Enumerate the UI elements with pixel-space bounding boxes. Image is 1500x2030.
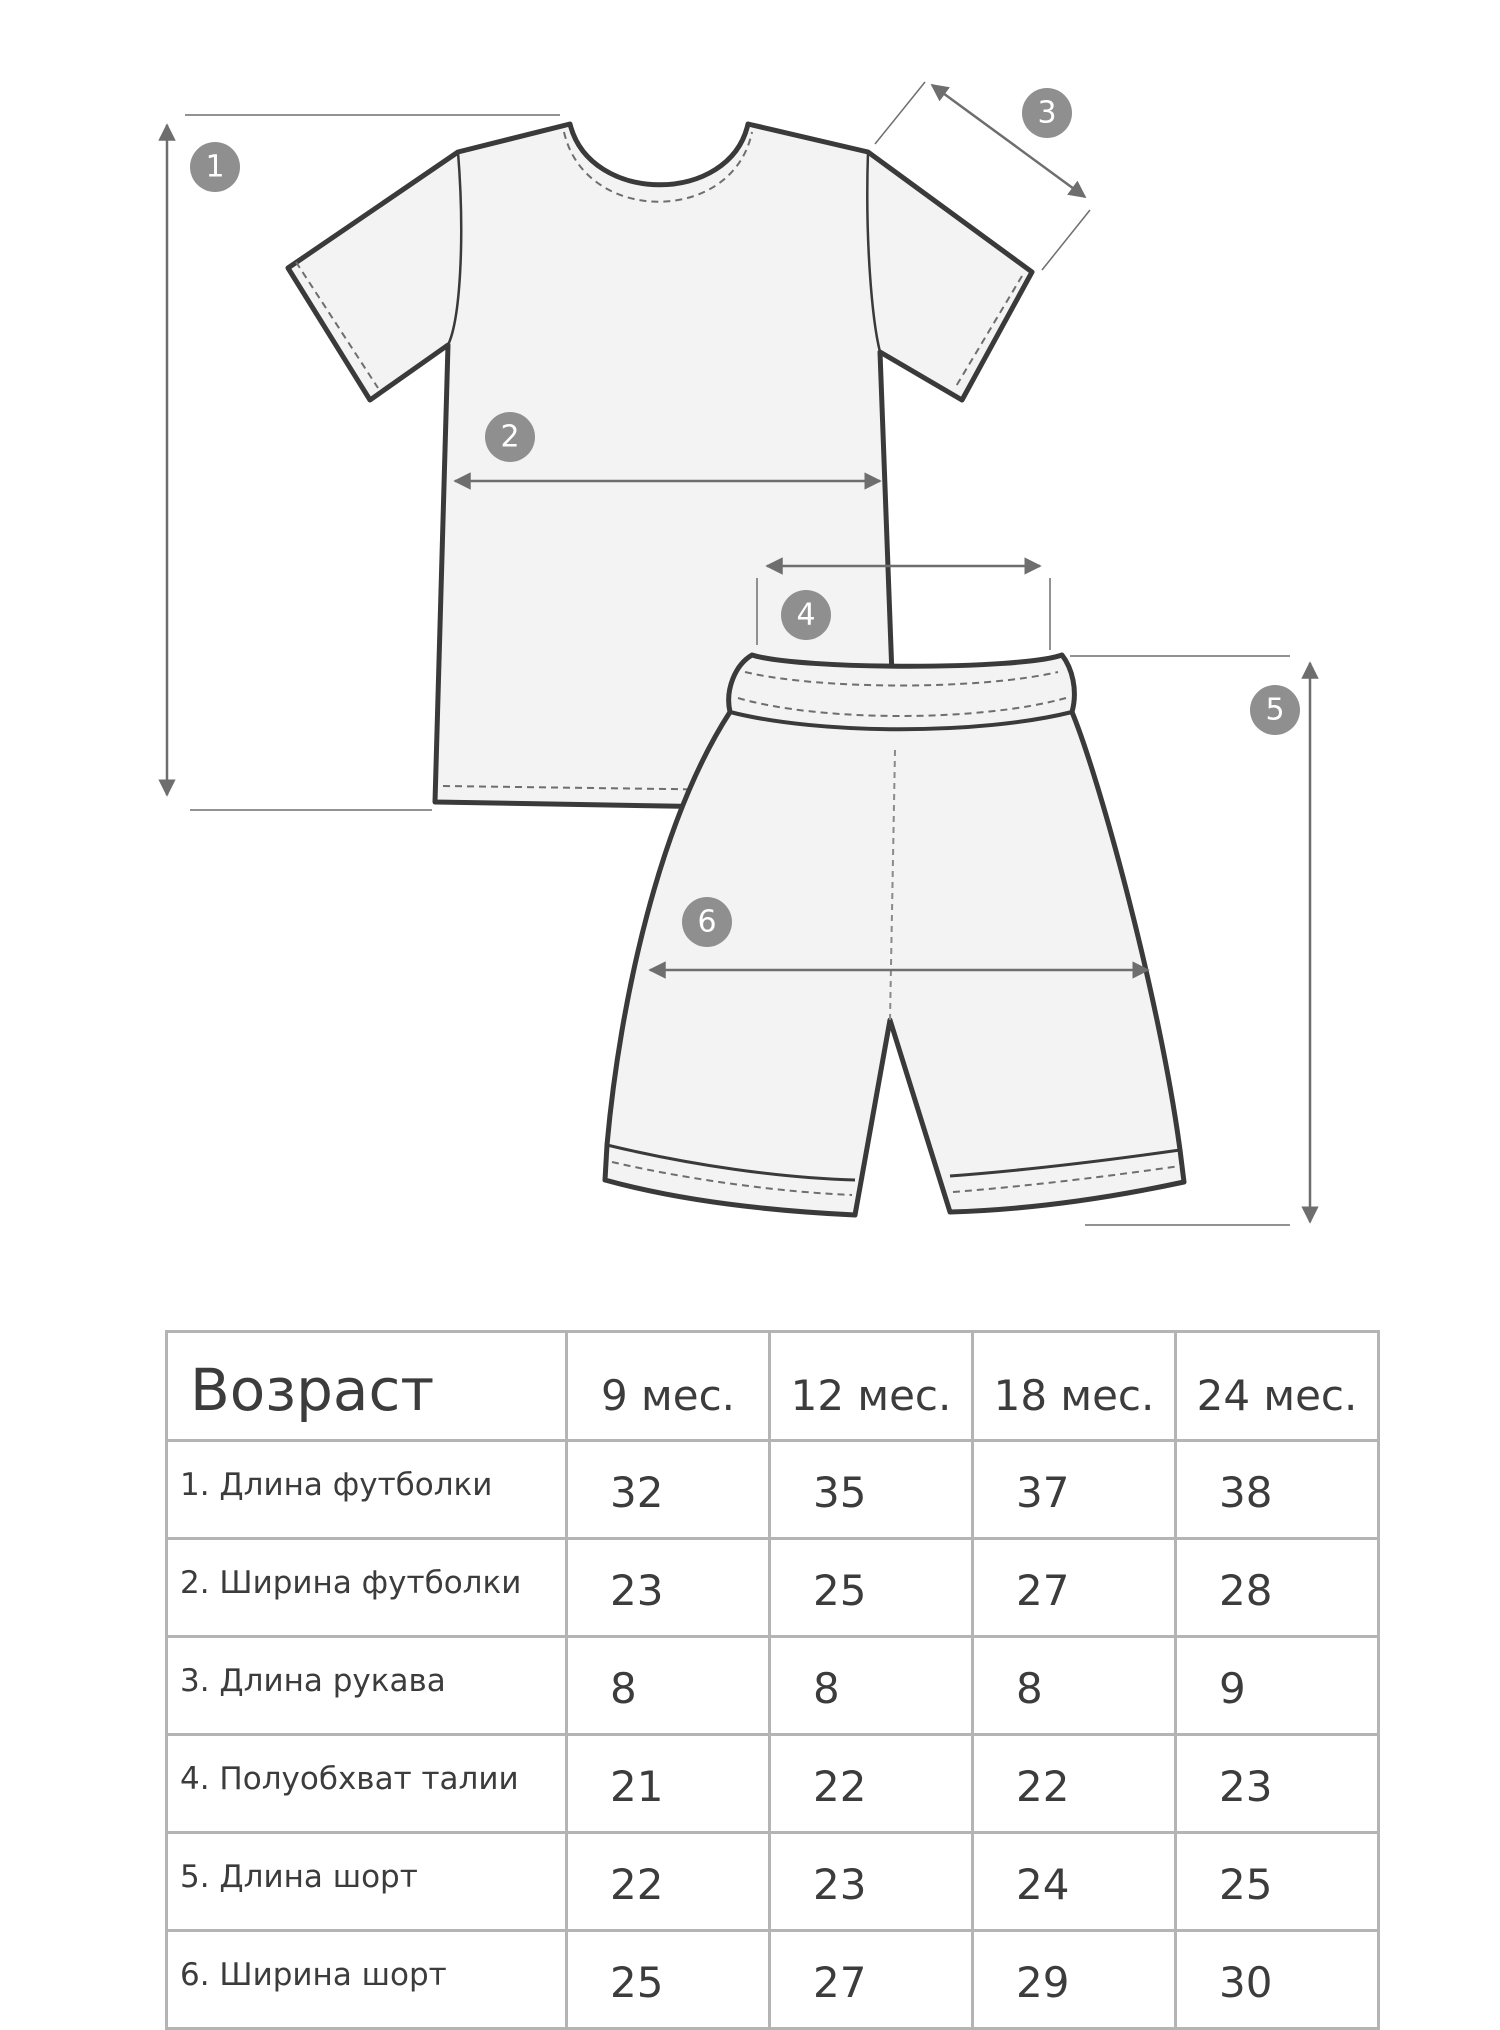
table-cell: 29 [973, 1931, 1176, 2029]
table-cell: 8 [567, 1637, 770, 1735]
table-cell: 9 [1176, 1637, 1379, 1735]
table-cell: 23 [567, 1539, 770, 1637]
badge-5-label: 5 [1265, 692, 1285, 728]
row-label: 2. Ширина футболки [167, 1539, 567, 1637]
table-cell: 27 [973, 1539, 1176, 1637]
table-cell: 25 [567, 1931, 770, 2029]
table-cell: 22 [567, 1833, 770, 1931]
table-cell: 21 [567, 1735, 770, 1833]
badge-4-label: 4 [796, 597, 816, 633]
table-row [167, 1833, 1379, 1931]
table-cell: 27 [770, 1931, 973, 2029]
table-header-row [167, 1332, 1379, 1441]
row-label: 3. Длина рукава [167, 1637, 567, 1735]
table-row [167, 1735, 1379, 1833]
table-row [167, 1539, 1379, 1637]
age-column-header: 18 мес. [973, 1332, 1176, 1441]
table-cell: 25 [770, 1539, 973, 1637]
row-label: 1. Длина футболки [167, 1441, 567, 1539]
table-cell: 38 [1176, 1441, 1379, 1539]
age-column-header: 24 мес. [1176, 1332, 1379, 1441]
table-cell: 30 [1176, 1931, 1379, 2029]
table-cell: 35 [770, 1441, 973, 1539]
badge-2 [485, 412, 535, 462]
age-header: Возраст [167, 1332, 567, 1441]
table-cell: 32 [567, 1441, 770, 1539]
table-cell: 8 [973, 1637, 1176, 1735]
table-row [167, 1441, 1379, 1539]
table-cell: 22 [973, 1735, 1176, 1833]
badge-1 [190, 142, 240, 192]
badge-3-label: 3 [1037, 95, 1057, 131]
table-cell: 23 [770, 1833, 973, 1931]
age-column-header: 9 мес. [567, 1332, 770, 1441]
table-row [167, 1931, 1379, 2029]
badge-6-label: 6 [697, 904, 717, 940]
table-cell: 22 [770, 1735, 973, 1833]
table-cell: 25 [1176, 1833, 1379, 1931]
size-table [165, 1330, 1380, 2030]
badge-6 [682, 897, 732, 947]
badge-3 [1022, 88, 1072, 138]
row-label: 4. Полуобхват талии [167, 1735, 567, 1833]
badge-2-label: 2 [500, 419, 520, 455]
badge-5 [1250, 685, 1300, 735]
badge-1-label: 1 [205, 149, 225, 185]
table-cell: 24 [973, 1833, 1176, 1931]
row-label: 5. Длина шорт [167, 1833, 567, 1931]
table-row [167, 1637, 1379, 1735]
age-column-header: 12 мес. [770, 1332, 973, 1441]
badge-4 [781, 590, 831, 640]
table-cell: 37 [973, 1441, 1176, 1539]
table-cell: 28 [1176, 1539, 1379, 1637]
table-cell: 8 [770, 1637, 973, 1735]
row-label: 6. Ширина шорт [167, 1931, 567, 2029]
table-cell: 23 [1176, 1735, 1379, 1833]
